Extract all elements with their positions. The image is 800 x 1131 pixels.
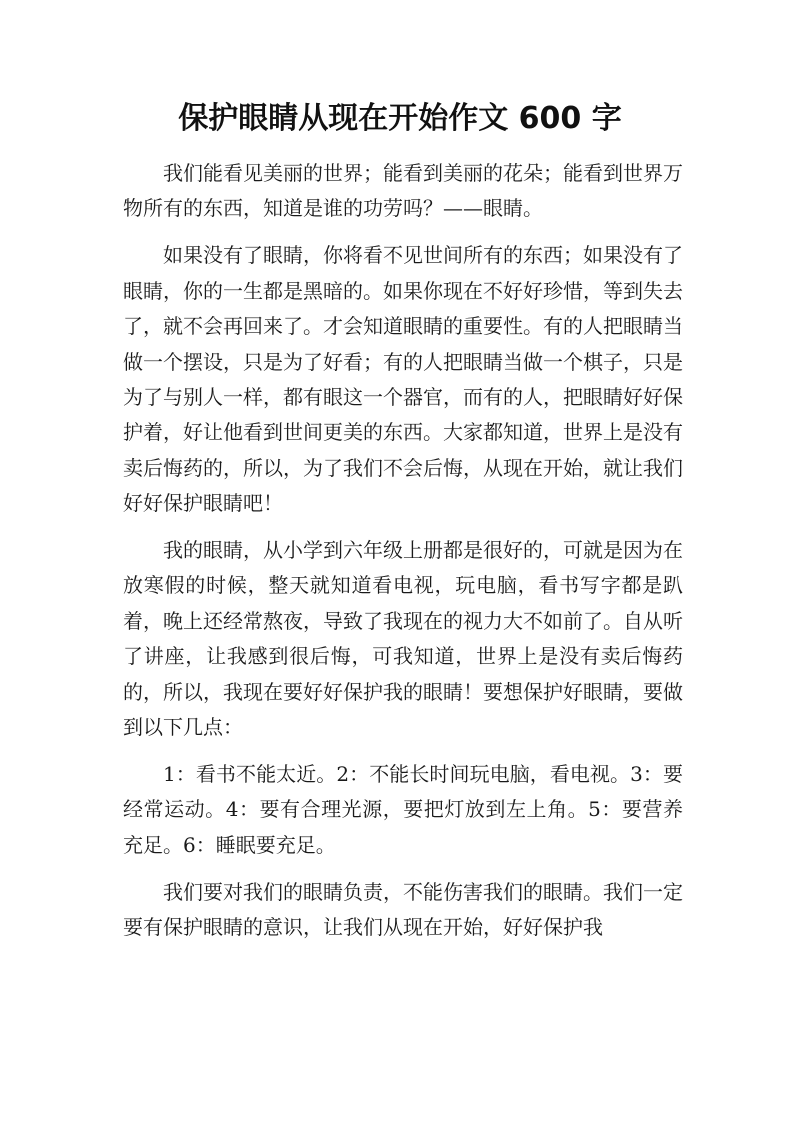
paragraph-3: 我的眼睛，从小学到六年级上册都是很好的，可就是因为在放寒假的时候，整天就知道看电视，玩电脑，看书写字都是趴着，晚上还经常熬夜，导致了我现在的视力大不如前了。自从听了讲座，让我感到很后悔，可我知道，世界上是没有卖后悔药的，所以，我现在要好好保护我的眼睛！要想保护好眼睛，要做到以下几点： [123,538,683,740]
paragraph-5: 我们要对我们的眼睛负责，不能伤害我们的眼睛。我们一定要有保护眼睛的意识，让我们从现在开始，好好保护我 [123,879,683,940]
document-body [123,156,683,957]
paragraph-4: 1：看书不能太近。2：不能长时间玩电脑，看电视。3：要经常运动。4：要有合理光源，要把灯放到左上角。5：要营养充足。6：睡眠要充足。 [123,762,683,857]
paragraph-2: 如果没有了眼睛，你将看不见世间所有的东西；如果没有了眼睛，你的一生都是黑暗的。如果你现在不好好珍惜，等到失去了，就不会再回来了。才会知道眼睛的重要性。有的人把眼睛当做一个摆设，只是为了好看；有的人把眼睛当做一个棋子，只是为了与别人一样，都有眼这一个器官，而有的人，把眼睛好好保护着，好让他看到世间更美的东西。大家都知道，世界上是没有卖后悔药的，所以，为了我们不会后悔，从现在开始，就让我们好好保护眼睛吧！ [123,243,683,516]
paragraph-1: 我们能看见美丽的世界；能看到美丽的花朵；能看到世界万物所有的东西，知道是谁的功劳吗？——眼睛。 [123,161,683,221]
document-title: 保护眼睛从现在开始作文 600 字 [178,101,622,136]
